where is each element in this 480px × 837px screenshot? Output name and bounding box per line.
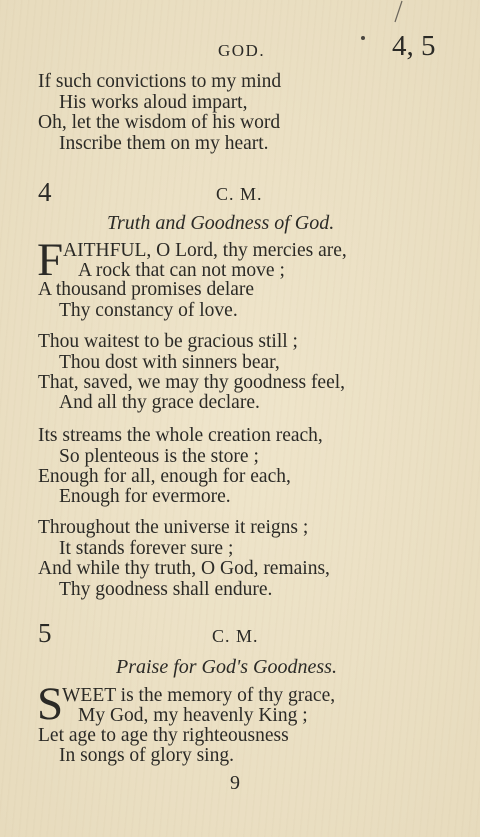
verse-line: That, saved, we may thy goodness feel,	[38, 372, 346, 393]
verse-line: My God, my heavenly King ;	[78, 705, 308, 726]
verse-line: AITHFUL, O Lord, thy mercies are,	[63, 240, 347, 261]
hymn-number: 4	[38, 177, 52, 207]
verse-line: Thy goodness shall endure.	[59, 579, 273, 600]
verse-line: Enough for evermore.	[59, 486, 231, 507]
pencil-mark	[392, 0, 404, 24]
verse-line: Thou dost with sinners bear,	[59, 352, 280, 373]
hymn-title: Praise for God's Goodness.	[116, 656, 337, 678]
hymn-meter: C. M.	[216, 184, 263, 204]
hymn-range-marker: 4, 5	[392, 30, 436, 62]
ink-speck	[361, 36, 365, 40]
hymn-title: Truth and Goodness of God.	[107, 212, 335, 234]
verse-line: And all thy grace declare.	[59, 392, 260, 413]
running-head: GOD.	[218, 41, 266, 60]
verse-line: And while thy truth, O God, remains,	[38, 558, 330, 579]
verse-line: It stands forever sure ;	[59, 538, 234, 559]
verse-line: So plenteous is the store ;	[59, 446, 259, 467]
verse-line: A rock that can not move ;	[78, 260, 285, 281]
verse-line: Oh, let the wisdom of his word	[38, 112, 281, 133]
drop-cap: S	[37, 678, 64, 730]
verse-line: Throughout the universe it reigns ;	[38, 517, 309, 538]
verse-line: Enough for all, enough for each,	[38, 466, 291, 487]
hymn-number: 5	[38, 618, 52, 648]
verse-line: Inscribe them on my heart.	[59, 133, 269, 154]
verse-line: In songs of glory sing.	[59, 745, 234, 766]
verse-line: Let age to age thy righteousness	[38, 725, 289, 746]
drop-cap: F	[37, 234, 64, 286]
verse-line: Thy constancy of love.	[59, 300, 238, 321]
verse-line: Thou waitest to be gracious still ;	[38, 331, 298, 352]
page-number: 9	[230, 772, 240, 794]
verse-line: WEET is the memory of thy grace,	[62, 685, 336, 706]
verse-line: His works aloud impart,	[59, 92, 248, 113]
verse-line: A thousand promises delare	[38, 279, 255, 300]
verse-line: If such convictions to my mind	[38, 71, 282, 92]
hymn-meter: C. M.	[212, 626, 259, 646]
verse-line: Its streams the whole creation reach,	[38, 425, 323, 446]
